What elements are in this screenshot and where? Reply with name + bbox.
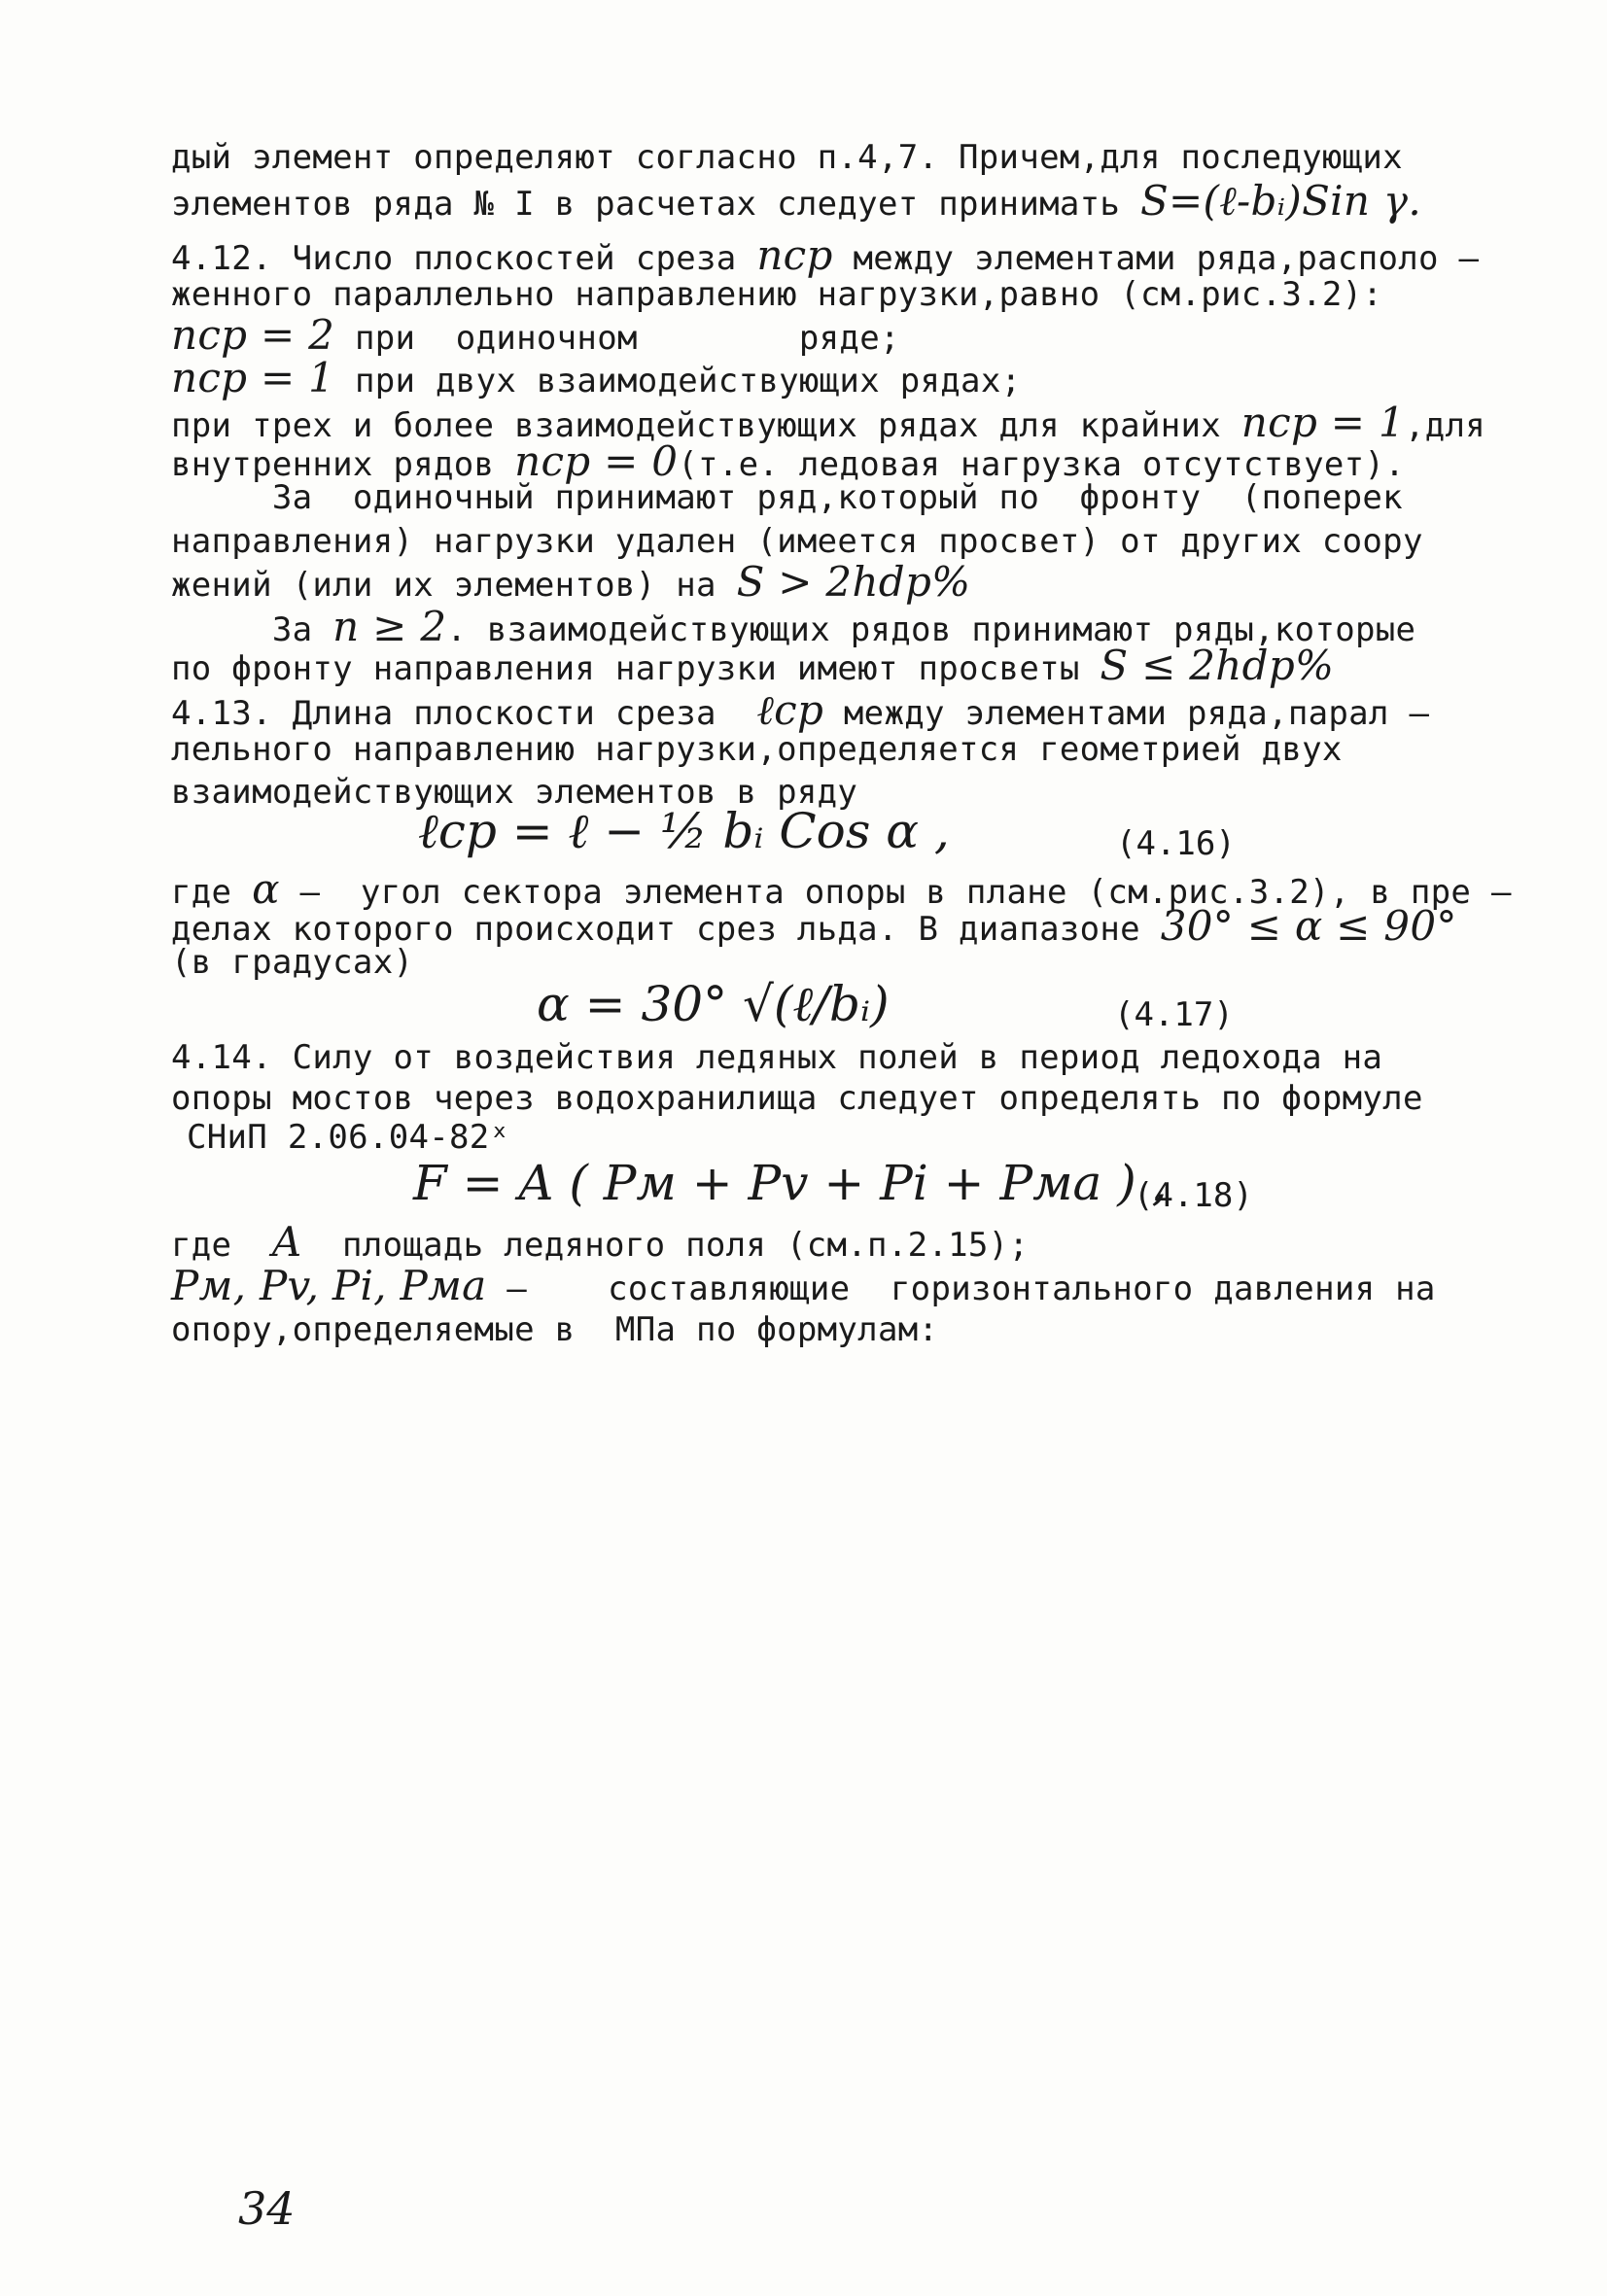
equation-number: (4.17) xyxy=(1114,995,1234,1034)
text-line: где α – угол сектора элемента опоры в плане (см.рис.3.2), в пре – xyxy=(171,865,1512,913)
text-line: опоры мостов через водохранилища следует определять по формуле xyxy=(171,1079,1423,1118)
text-line: внутренних рядов nср = 0(т.е. ледовая нагрузка отсутствует). xyxy=(171,437,1405,485)
handwritten-formula: 30° ≤ α ≤ 90° xyxy=(1160,902,1457,950)
text-line: nср = 1 при двух взаимодействующих рядах; xyxy=(171,354,1022,401)
text-line: (в градусах) xyxy=(171,943,414,982)
handwritten-symbol: A xyxy=(271,1218,302,1266)
text-line: СНиП 2.06.04-82ˣ xyxy=(187,1118,510,1157)
handwritten-formula: S > 2hdр% xyxy=(736,558,971,606)
text-line: жений (или их элементов) на S > 2hdр% xyxy=(171,558,971,606)
text-line: дый элемент определяют согласно п.4,7. Причем,для последующих xyxy=(171,138,1403,177)
text-line: элементов ряда № I в расчетах следует принимать S=(ℓ-bᵢ)Sin γ. xyxy=(171,177,1421,225)
section-4-13: 4.13. Длина плоскости среза ℓср между элементами ряда,парал – xyxy=(171,686,1430,734)
equation-number: (4.16) xyxy=(1116,824,1236,863)
text-line: лельного направлению нагрузки,определяется геометрией двух xyxy=(171,730,1343,769)
handwritten-formula: nср = 2 xyxy=(171,311,335,359)
handwritten-formula: Pм, Pv, Pi, Pма xyxy=(171,1262,487,1309)
equation-4-17: α = 30° √(ℓ/bᵢ) xyxy=(537,976,890,1032)
text-line: nср = 2 при одиночном ряде; xyxy=(171,311,900,359)
handwritten-formula: nср = 1 xyxy=(1240,399,1405,446)
handwritten-symbol: α xyxy=(252,865,280,913)
text-line: направления) нагрузки удален (имеется просвет) от других соору xyxy=(171,522,1423,561)
page-number: 34 xyxy=(238,2182,296,2235)
handwritten-formula: nср = 0 xyxy=(514,437,679,485)
text-line: женного параллельно направлению нагрузки,равно (см.рис.3.2): xyxy=(171,275,1383,314)
text-line: За n ≥ 2. взаимодействующих рядов принимают ряды,которые xyxy=(171,603,1416,650)
handwritten-formula: nср xyxy=(756,231,833,279)
equation-4-16: ℓср = ℓ − ½ bᵢ Cos α , xyxy=(418,803,950,859)
text-line: Pм, Pv, Pi, Pма – составляющие горизонтального давления на xyxy=(171,1262,1436,1309)
text-line: опору,определяемые в МПа по формулам: xyxy=(171,1310,939,1349)
text-line: взаимодействующих элементов в ряду xyxy=(171,773,858,812)
handwritten-formula: S=(ℓ-bᵢ)Sin γ. xyxy=(1139,177,1421,225)
text-line: где A площадь ледяного поля (см.п.2.15); xyxy=(171,1218,1030,1266)
equation-number: (4.18) xyxy=(1134,1176,1253,1215)
section-4-14: 4.14. Силу от воздействия ледяных полей в период ледохода на xyxy=(171,1038,1383,1077)
text-line: по фронту направления нагрузки имеют просветы S ≤ 2hdр% xyxy=(171,642,1335,689)
section-4-12: 4.12. Число плоскостей среза nср между элементами ряда,располо – xyxy=(171,231,1480,279)
handwritten-formula: S ≤ 2hdр% xyxy=(1100,642,1335,689)
handwritten-formula: nср = 1 xyxy=(171,354,335,401)
handwritten-formula: n ≥ 2 xyxy=(332,603,447,650)
text-line: при трех и более взаимодействующих рядах для крайних nср = 1,для xyxy=(171,399,1486,446)
text-line: За одиночный принимают ряд,который по фронту (поперек xyxy=(171,478,1403,517)
handwritten-formula: ℓср xyxy=(756,686,824,734)
equation-4-18: F = A ( Pм + Pv + Pi + Pма ) , xyxy=(413,1155,1168,1211)
text-line: делах которого происходит срез льда. В диапазоне 30° ≤ α ≤ 90° xyxy=(171,902,1457,950)
